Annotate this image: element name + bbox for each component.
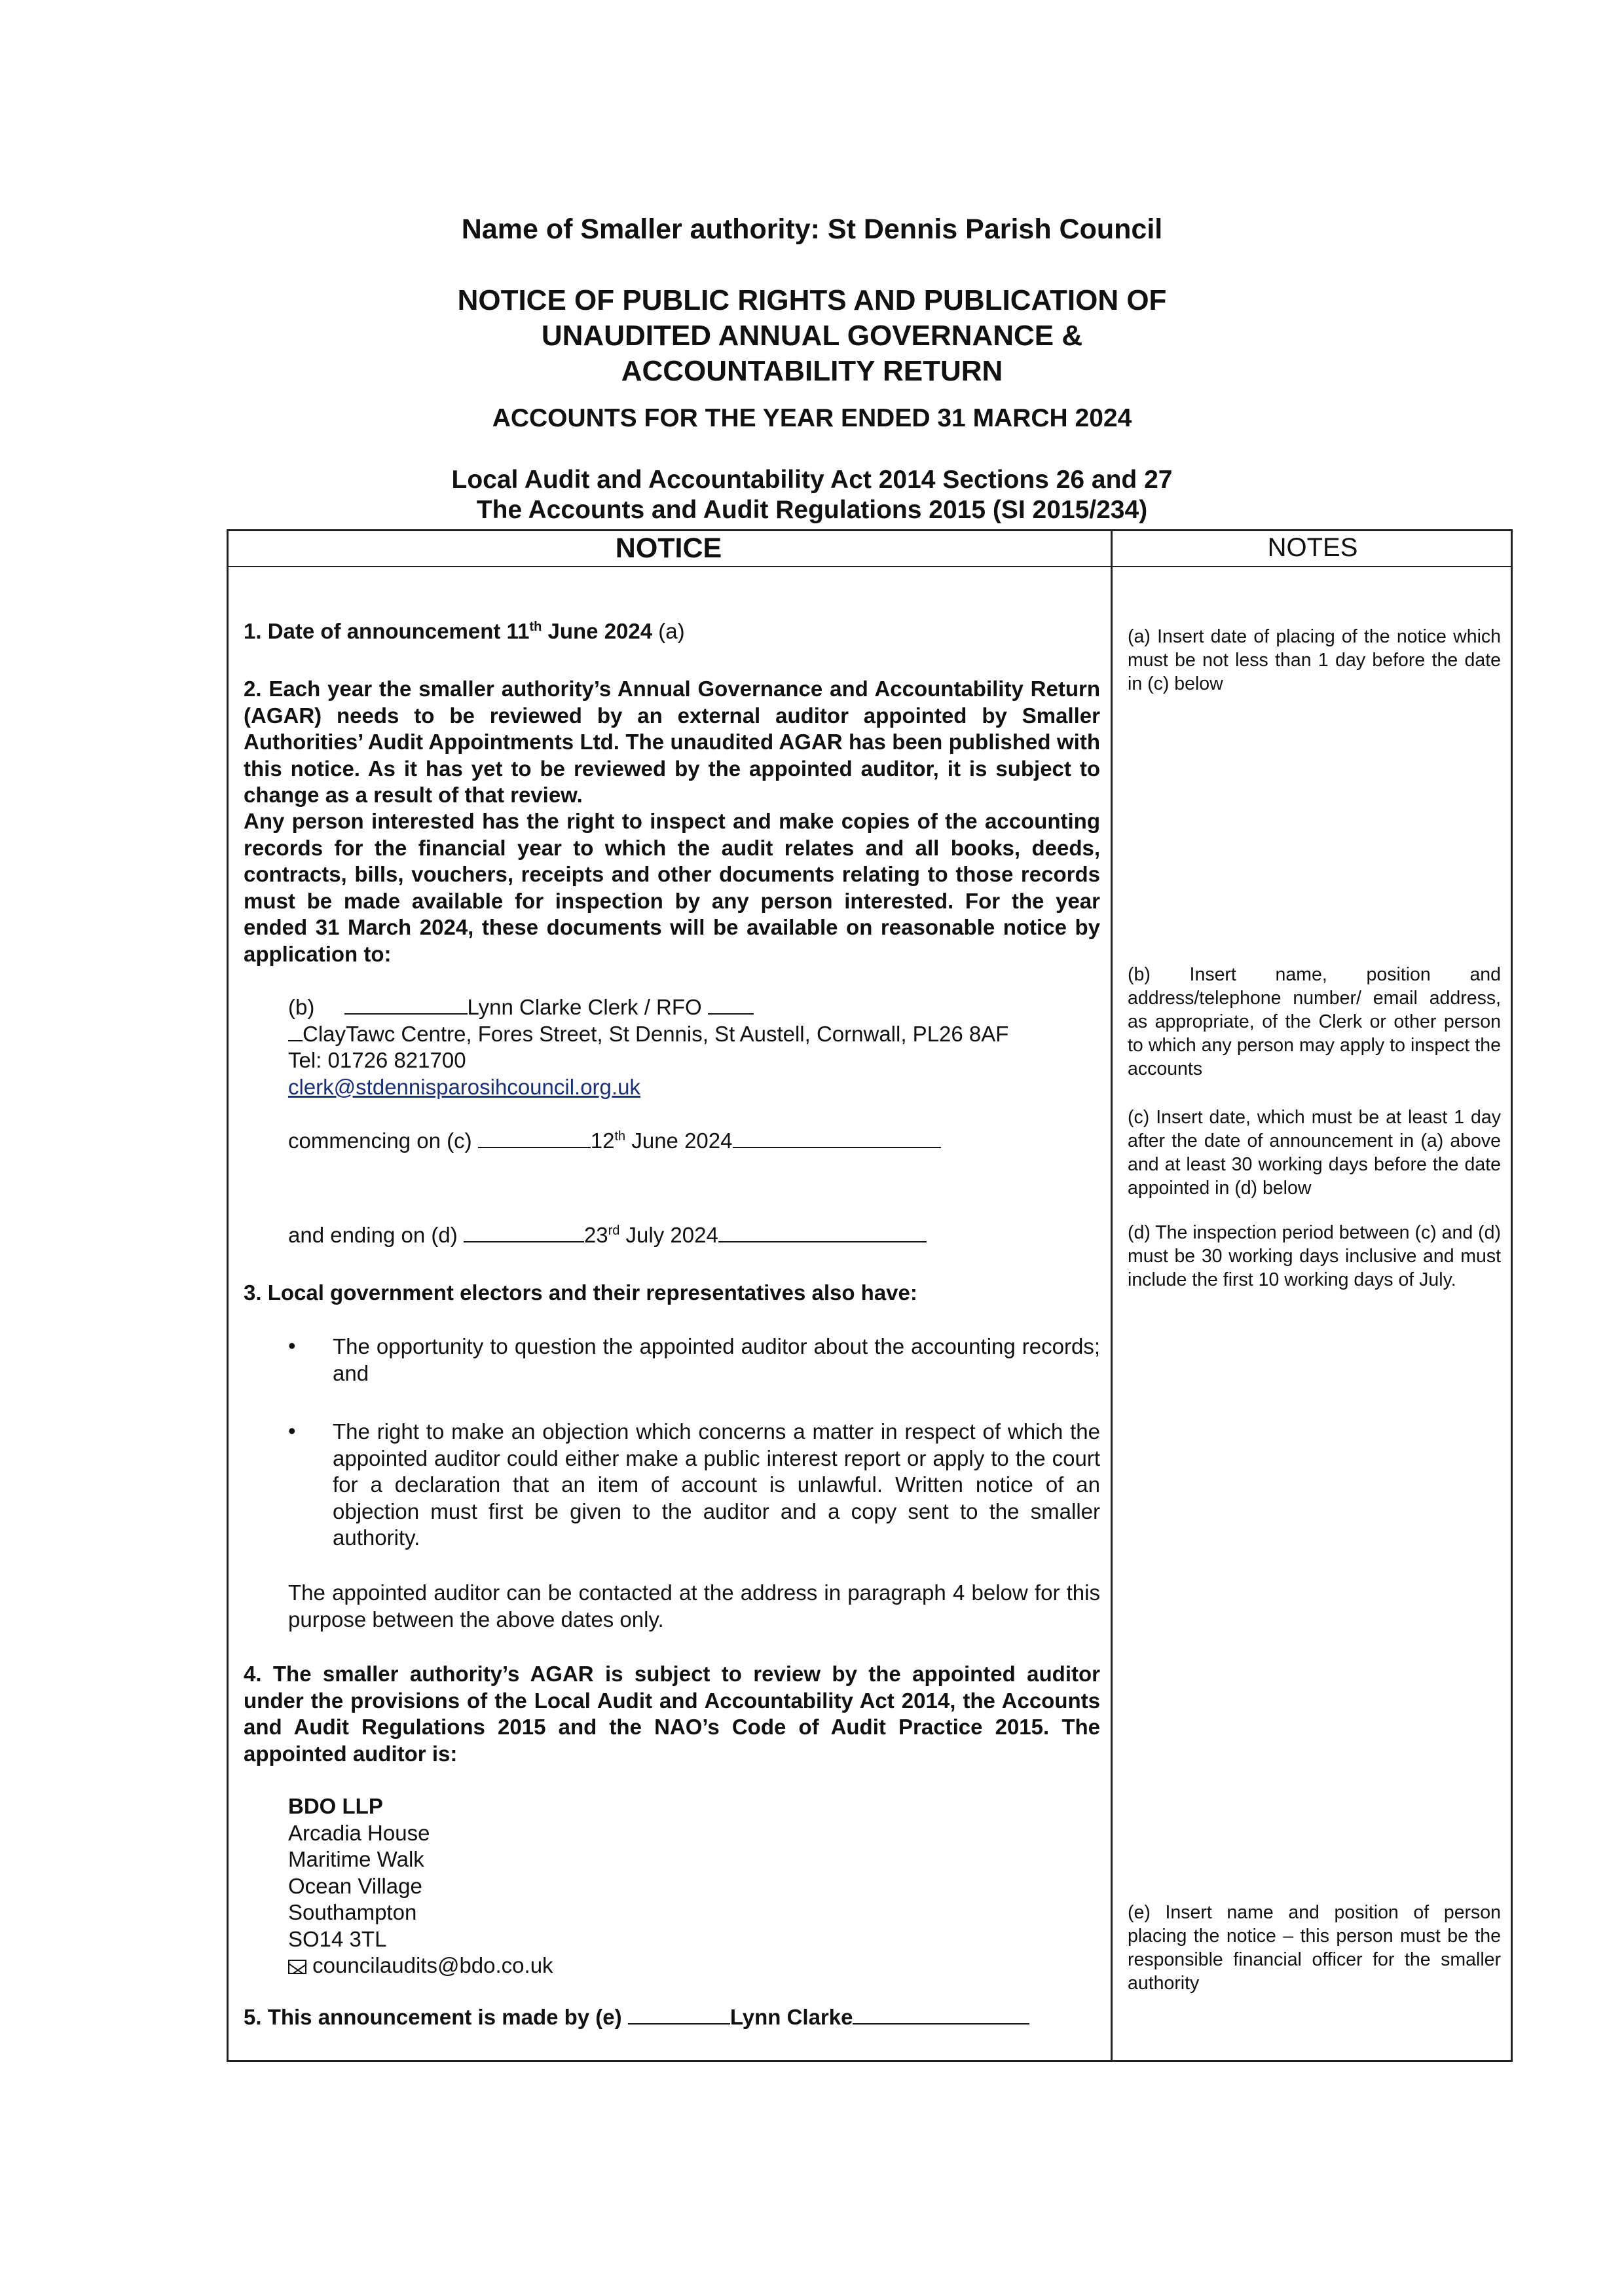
note-e: (e) Insert name and position of person placing the notice – this person must be the responsible financial officer for the smaller authority: [1128, 1902, 1501, 1994]
bullet-icon: •: [288, 1419, 296, 1443]
blank-line: [718, 1223, 927, 1242]
act-reference: Local Audit and Accountability Act 2014 Sections 26 and 27: [451, 466, 1173, 494]
auditor-email: councilaudits@bdo.co.uk: [312, 1953, 553, 1977]
note-a: (a) Insert date of placing of the notice which must be not less than 1 day before the date in (c) below: [1128, 626, 1501, 694]
notice-column-header: NOTICE: [615, 532, 722, 564]
commencing-month: June 2024: [625, 1129, 733, 1153]
contact-details: [288, 994, 1100, 1100]
auditor-address: [288, 1793, 1100, 1979]
commencing-day: 12: [590, 1129, 615, 1153]
notice-title-line-1: NOTICE OF PUBLIC RIGHTS AND PUBLICATION OF: [457, 284, 1167, 316]
auditor-name: BDO LLP: [288, 1794, 383, 1818]
ending-sup: rd: [608, 1223, 620, 1238]
blank-line: [344, 995, 468, 1015]
auditor-line: Arcadia House: [288, 1820, 430, 1845]
notice-title: [0, 283, 1624, 389]
contact-name-line: [288, 994, 1100, 1021]
blank-line: [478, 1129, 591, 1148]
contact-address-line: [288, 1021, 1100, 1048]
contact-ref: (b): [288, 995, 315, 1019]
made-by-name: Lynn Clarke: [729, 2005, 853, 2029]
legislation: [0, 465, 1624, 525]
announcement-made-by: [244, 2004, 1100, 2031]
blank-line: [853, 2005, 1029, 2024]
commencing-label: commencing on (c): [288, 1129, 472, 1153]
commencing-sup: th: [614, 1129, 626, 1144]
contact-address: ClayTawc Centre, Fores Street, St Dennis, St Austell, Cornwall, PL26 8AF: [303, 1021, 1009, 1046]
paragraph-4: 4. The smaller authority’s AGAR is subject to review by the appointed auditor under the provisions of the Local Audit and Accountability Act 2014, the Accounts and Audit Regulations 2015 and the NAO’s Code of Audit Practice 2015. The appointed auditor is:: [244, 1662, 1100, 1766]
announcement-month: June 2024: [542, 619, 653, 643]
made-by-label: 5. This announcement is made by (e): [244, 2005, 622, 2029]
envelope-icon: [288, 1960, 306, 1974]
header-divider: [227, 566, 1513, 567]
contact-tel: Tel: 01726 821700: [288, 1048, 466, 1072]
note-b: (b) Insert name, position and address/telephone number/ email address, as appropriate, of the Clerk or other person to which any person may apply to inspect the accounts: [1128, 964, 1501, 1079]
accounts-year: ACCOUNTS FOR THE YEAR ENDED 31 MARCH 2024: [492, 404, 1132, 432]
announcement-sup: th: [529, 620, 542, 634]
note-c: (c) Insert date, which must be at least 1 day after the date of announcement in (a) above and at least 30 working days before the date appointed in (d) below: [1128, 1107, 1501, 1199]
auditor-line: Southampton: [288, 1900, 417, 1924]
auditor-line: SO14 3TL: [288, 1926, 387, 1951]
column-divider: [1111, 529, 1113, 2062]
note-d: (d) The inspection period between (c) and (d) must be 30 working days inclusive and must include the first 10 working days of July.: [1128, 1222, 1501, 1290]
ending-label: and ending on (d): [288, 1223, 458, 1247]
announcement-label: 1. Date of announcement 11: [244, 619, 530, 643]
blank-line: [288, 1022, 303, 1041]
contact-email-link[interactable]: clerk@stdennisparosihcouncil.org.uk: [288, 1074, 640, 1099]
ending-date: [288, 1222, 1100, 1249]
paragraph-2b: Any person interested has the right to inspect and make copies of the accounting records for the financial year to which the audit relates and all books, deeds, contracts, bills, vouchers, receipts and other documents relating to those records must be made available for inspection by any person interested. For the year ended 31 March 2024, these documents will be available on reasonable notice by application to:: [244, 809, 1100, 966]
ending-month: July 2024: [619, 1223, 718, 1247]
notice-title-line-3: ACCOUNTABILITY RETURN: [621, 355, 1003, 387]
blank-line: [628, 2005, 730, 2024]
authority-name: Name of Smaller authority: St Dennis Parish Council: [461, 214, 1163, 245]
auditor-line: Maritime Walk: [288, 1847, 424, 1871]
paragraph-3b: The appointed auditor can be contacted at the address in paragraph 4 below for this purpose between the above dates only.: [288, 1580, 1100, 1632]
right-question-auditor: The opportunity to question the appointed auditor about the accounting records; and: [333, 1334, 1100, 1385]
auditor-email-line: [288, 1952, 1100, 1979]
notice-title-line-2: UNAUDITED ANNUAL GOVERNANCE &: [541, 320, 1083, 352]
ending-day: 23: [583, 1223, 608, 1247]
blank-line: [708, 995, 754, 1015]
commencing-date: [288, 1128, 1100, 1155]
contact-name: Lynn Clarke Clerk / RFO: [467, 995, 702, 1019]
notes-column-header: NOTES: [1267, 533, 1358, 562]
bullet-icon: •: [288, 1334, 296, 1358]
paragraph-3: 3. Local government electors and their representatives also have:: [244, 1280, 917, 1305]
announcement-ref: (a): [652, 619, 685, 643]
paragraph-2: 2. Each year the smaller authority’s Annual Governance and Accountability Return (AGAR) needs to be reviewed by an external auditor appointed by Smaller Authorities’ Audit Appointments Ltd. The unaudited AGAR has been published with this notice. As it has yet to be reviewed by the appointed auditor, it is subject to change as a result of that review.: [244, 677, 1100, 807]
regulations-reference: The Accounts and Audit Regulations 2015 (SI 2015/234): [476, 496, 1148, 524]
announcement-date: [244, 618, 1100, 645]
blank-line: [733, 1129, 941, 1148]
blank-line: [464, 1223, 584, 1242]
auditor-line: Ocean Village: [288, 1873, 422, 1898]
right-objection: The right to make an objection which concerns a matter in respect of which the appointed auditor could either make a public interest report or apply to the court for a declaration that an item of account is unlawful. Written notice of an objection must first be given to the auditor and a copy sent to the smaller authority.: [333, 1419, 1100, 1550]
